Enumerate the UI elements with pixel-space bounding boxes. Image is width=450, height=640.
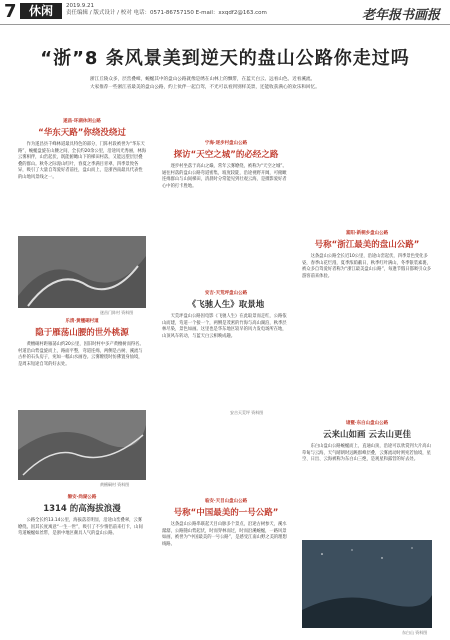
article-ninghai [162,140,290,192]
photo-suichang-road [18,236,146,308]
article-subtitle: 磐安·尚湖公路 [67,495,97,500]
article-subtitle: 遂昌·环湖休闲公路 [63,119,101,124]
page-number: 7 [4,1,17,22]
article-suichang [18,118,146,184]
article-body: 黄檀硐村距雁荡山约20公里，因旧时村中多产黄檀树而得名。村道沿山势盘旋而上，路面平整，弯道连绵，两侧是古树、溪流与古朴的石头房子，宛如一幅山水画卷。云雾缭绕时仿佛置身仙境，是周末短途自驾的好去处。 [18,342,144,367]
article-body: 这条盘山公路全长近10公里，沿途山峦起伏，四季景色变化多姿，春季山花烂漫，夏季浓荫蔽日，秋季红叶满山，冬季银装素裹，被众多自驾爱好者称为“浙江最美盘山公路”，每逢节假日都吸引众多游客前来体验。 [302,254,432,279]
article-title: 1314 的高海拔浪漫 [43,504,121,514]
editor-contact: 责任编辑 / 版式设计 / 校对 电话：0571-86757150 E-mail：xxqdf2@163.com [66,10,267,16]
masthead-logo: 老年报书画报 [361,8,440,23]
article-title: “华东天路”你绕没绕过 [38,128,126,138]
article-yueqing [18,318,146,370]
article-title: 号称“中国最美的一号公路” [173,508,279,518]
lede-line-2: 大家推荐一些浙江省最美的盘山公路，约上伙伴一起自驾，不光可以看到别样美景，还能收获满心的欢乐和回忆。 [90,85,320,90]
section-tag: 休闲 [20,3,62,19]
page-header [0,0,450,25]
article-linan [162,498,290,550]
article-subtitle: 宁海·逐步村盘山公路 [204,141,248,146]
photo-caption: 东白山 资料图 [402,630,428,635]
lede-paragraph [90,76,360,92]
article-fuyang [302,230,432,282]
photo-caption: 黄檀硐村 资料图 [100,482,130,487]
article-body: 作为遂昌县千峰林道最具特色的部分，门阵村段被誉为“华东天路”，蜿蜒盘旋在山腰之间，全长约20余公里，沿途风光秀丽，林海云雾相伴，山峦起伏，既能俯瞰山下的梯田村落，又能远望层层叠叠的群山。秋冬之际漫山红叶，春夏之季满目青翠，四季景致各异，吸引了大量自驾爱好者前往，盘山而上，是浙西南最具代表性的山地风景线之一。 [18,142,147,180]
article-anji [162,290,290,342]
article-title: 《飞驰人生》取景地 [187,300,265,310]
article-subtitle: 临安·天目山盘山公路 [204,499,248,504]
lede-line-1: 浙江丘陵众多，层峦叠嶂，蜿蜒其中的盘山公路就像是绣在山林上的飘带，在蓝天白云、远看山色、近看溪流。 [90,77,316,82]
article-title: 隐于雁荡山腰的世外桃源 [35,328,129,338]
photo-caption: 安吉天荒坪 资料图 [230,410,264,415]
article-title: 号称“浙江最美的盘山公路” [314,240,420,250]
photo-dongbai-starry-sky [302,540,432,628]
article-subtitle: 安吉·天荒坪盘山公路 [204,291,248,296]
issue-date: 2019.9.21 [66,3,94,9]
photo-yueqing-road [18,410,146,480]
photo-caption: 遂昌门阵村 资料图 [100,310,134,315]
article-subtitle: 富阳·新桐乡盘山公路 [345,231,389,236]
article-body: 天荒坪盘山公路因电影《飞驰人生》在此取景而走红，公路依山而建，弯道一个接一个，两侧是茂密的竹海与高山湖泊，秋季层林尽染，景色如画。这里也是华东地区较早的风力发电场所在地，山顶风车转动，与蓝天白云相映成趣。 [162,314,287,339]
article-body: 公路全长约13.14公里，海拔落差明显，沿途山峦叠翠，云雾缭绕。因其长度寓意“一生一世”，吸引了不少情侣前来打卡，山间弯道蜿蜒如丝带，是浙中地区颇具人气的盘山公路。 [18,518,143,537]
article-body: 这条盘山公路串联起天目山脉多个景点，沿途古树参天，溪水潺潺，公路随山势起伏，时而穿林而过，时而沿溪蜿蜒，一路风景如画，被誉为“中国最美的一号公路”，是感受江南山野之美的理想线路。 [162,522,287,547]
article-subtitle: 诸暨·东白山盘山公路 [345,421,389,426]
issue-meta [66,3,267,17]
article-zhuji [302,420,432,466]
article-title: 云来山如画 云去山更佳 [323,430,411,440]
article-body: 逐步村坐落于高山之巅，常年云雾缭绕，被称为“天空之城”。通往村落的盘山公路弯道密集，坡度较陡，沿途视野开阔，可俯瞰连绵群山与山间梯田，清晨时分常能见到壮观云海，是摄影爱好者心中的打卡胜地。 [162,164,287,189]
article-subtitle: 乐清·黄檀硐村道 [65,319,99,324]
page-headline: “浙”8 条风景美到逆天的盘山公路你走过吗 [40,48,410,69]
article-title: 探访“天空之城”的必经之路 [173,150,279,160]
article-body: 东白山盘山公路蜿蜒而上，直通山顶，沿途可以欣赏到大片高山草甸与云海，天气晴朗时远眺群峰层叠，云雾流动时则宛若仙境，星空、日出、云海被称为东白山三绝，是观星和露营的好去处。 [302,444,431,463]
article-panan [18,494,146,540]
